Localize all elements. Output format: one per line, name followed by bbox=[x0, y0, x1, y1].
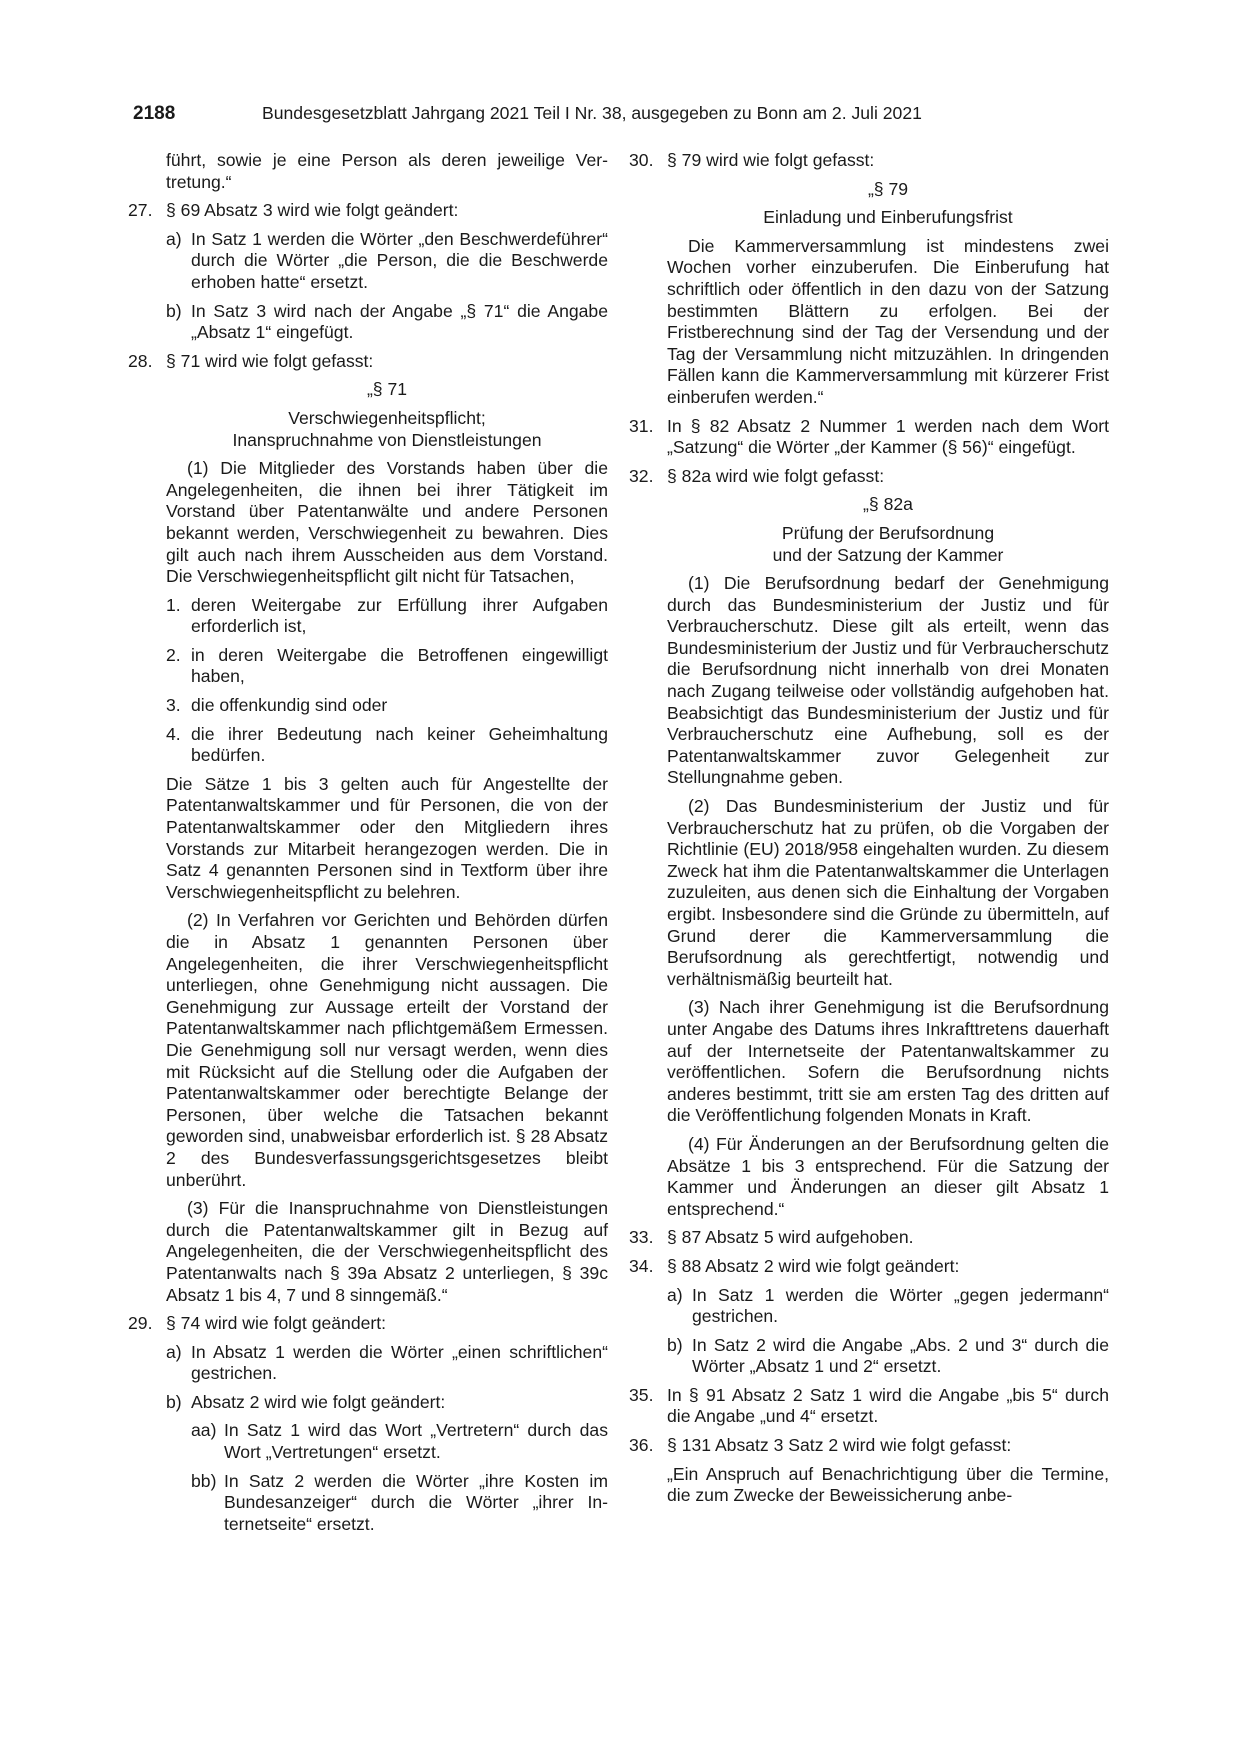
item-text: § 71 wird wie folgt gefasst: bbox=[166, 350, 374, 371]
subitem-letter: b) bbox=[166, 300, 182, 321]
section-82a-title-line-1: Prüfung der Berufsordnung bbox=[781, 522, 995, 543]
continuation-text: führt, sowie je eine Person als deren jeweilige Vertretung.“ bbox=[166, 150, 608, 192]
section-71-paragraph-1: (1) Die Mitglieder des Vorstands haben über die Angelegenheiten, die ihnen bei ihrer Tätigkeit im Vorstand über Patentanwälte und andere Personen bekannt werden, Verschwiegenheit zu bewahren. Dies gilt auch nach ihrem Ausscheiden aus dem Vorstand. Die Verschwiegenheitspflicht gilt nicht für Tatsachen, bbox=[166, 458, 608, 587]
list-text: die ihrer Bedeutung nach keiner Geheimhaltung bedürfen. bbox=[191, 723, 608, 766]
section-71-list-item-4 bbox=[128, 724, 608, 767]
section-82a-heading: „§ 82a bbox=[863, 494, 913, 515]
amendment-subitem-34b bbox=[629, 1335, 1109, 1378]
amendment-36-quote: „Ein Anspruch auf Benachrichtigung über die Termine, die zum Zwecke der Beweissicherung anbe- bbox=[667, 1463, 1109, 1506]
amendment-subitem-29b bbox=[128, 1392, 608, 1414]
item-number: 28. bbox=[128, 350, 153, 371]
amendment-item-27 bbox=[128, 200, 608, 222]
amendment-subitem-29b-aa bbox=[128, 1420, 608, 1463]
section-71-title-line-2: Inanspruchnahme von Dienstleistungen bbox=[232, 429, 542, 450]
amendment-item-31 bbox=[629, 416, 1109, 459]
subitem-text: In Satz 2 werden die Wörter „ihre Kosten im Bundesanzeiger“ durch die Wörter „ihrer Internetseite“ ersetzt. bbox=[224, 1470, 608, 1534]
amendment-item-29 bbox=[128, 1313, 608, 1335]
section-71-list-item-3 bbox=[128, 695, 608, 717]
subitem-letter: b) bbox=[667, 1334, 683, 1355]
amendment-subitem-27a bbox=[128, 229, 608, 294]
item-number: 32. bbox=[629, 465, 654, 486]
list-text: die offenkundig sind oder bbox=[191, 695, 388, 716]
section-71-list-item-1 bbox=[128, 595, 608, 638]
section-82a-paragraph-1: (1) Die Berufsordnung bedarf der Genehmigung durch das Bundesministerium der Justiz und für Verbraucherschutz. Diese gilt als erteilt, wenn das Bundesministerium der Justiz und für Verbraucherschutz die Berufsordnung nicht innerhalb von drei Monaten nach Zugang teilweise oder vollständig aufgehoben hat. Beabsichtigt das Bundesministerium der Justiz und für Verbraucherschutz eine Aufhebung, soll es der Patentanwaltskammer zuvor Gelegenheit zur Stellungnahme geben. bbox=[667, 573, 1109, 788]
list-text: deren Weitergabe zur Erfüllung ihrer Aufgaben erforderlich ist, bbox=[191, 594, 608, 637]
section-71-list-item-2 bbox=[128, 645, 608, 688]
subitem-text: In Satz 3 wird nach der Angabe „§ 71“ die Angabe „Absatz 1“ eingefügt. bbox=[191, 300, 608, 343]
section-79-paragraph: Die Kammerversammlung ist mindestens zwei Wochen vorher einzuberufen. Die Einberufung hat schriftlich oder öffentlich in den dazu von der Satzung bestimmten Blättern zu erfolgen. Bei der Fristberechnung sind der Tag der Versendung und der Tag der Versammlung nicht mitzuzählen. In dringenden Fällen kann die Kammerversammlung mit kürzerer Frist einberufen werden.“ bbox=[667, 235, 1109, 407]
amendment-item-36 bbox=[629, 1435, 1109, 1457]
list-number: 3. bbox=[166, 695, 181, 716]
item-number: 36. bbox=[629, 1435, 654, 1456]
item-text: § 88 Absatz 2 wird wie folgt geändert: bbox=[667, 1255, 960, 1276]
list-number: 4. bbox=[166, 723, 181, 744]
item-number: 30. bbox=[629, 150, 654, 170]
section-79-heading: „§ 79 bbox=[867, 178, 909, 199]
section-82a-paragraph-3: (3) Nach ihrer Genehmigung ist die Berufsordnung unter Angabe des Datums ihres Inkrafttretens dauerhaft auf der Internetseite der Patentanwaltskammer zu veröffentlichen. Sofern die Berufsordnung nichts anderes bestimmt, tritt sie am ersten Tag des dritten auf die Veröffentlichung folgenden Monats in Kraft. bbox=[667, 997, 1109, 1126]
section-71-paragraph-3: (3) Für die Inanspruchnahme von Dienstleistungen durch die Patentanwaltskammer gilt in Bezug auf Angelegenheiten, die der Verschwiegenheitspflicht des Patentanwalts nach § 39a Absatz 2 unterliegen, § 39c Absatz 1 bis 4, 7 und 8 sinngemäß.“ bbox=[166, 1198, 608, 1305]
section-71-title-line-1: Verschwiegenheitspflicht; bbox=[288, 407, 486, 428]
item-text: § 87 Absatz 5 wird aufgehoben. bbox=[667, 1227, 914, 1248]
list-number: 1. bbox=[166, 594, 181, 615]
subitem-letter: a) bbox=[667, 1284, 683, 1305]
amendment-subitem-29b-bb bbox=[128, 1471, 608, 1536]
subitem-text: In Satz 1 werden die Wörter „den Beschwerdeführer“ durch die Wörter „die Person, die die Beschwerde erhoben hatte“ ersetzt. bbox=[191, 228, 608, 292]
amendment-item-33 bbox=[629, 1227, 1109, 1249]
item-number: 31. bbox=[629, 415, 654, 436]
subitem-text: In Satz 1 werden die Wörter „gegen jedermann“ gestrichen. bbox=[692, 1284, 1109, 1327]
item-text: § 82a wird wie folgt gefasst: bbox=[667, 465, 885, 486]
item-text: § 131 Absatz 3 Satz 2 wird wie folgt gefasst: bbox=[667, 1435, 1012, 1456]
left-column bbox=[128, 150, 608, 1542]
subitem-text: Absatz 2 wird wie folgt geändert: bbox=[191, 1391, 446, 1412]
amendment-subitem-34a bbox=[629, 1285, 1109, 1328]
subitem-letter: a) bbox=[166, 228, 182, 249]
item-text: In § 82 Absatz 2 Nummer 1 werden nach dem Wort „Satzung“ die Wörter „der Kammer (§ 56)“ eingefügt. bbox=[667, 415, 1109, 458]
item-text: § 74 wird wie folgt geändert: bbox=[166, 1313, 387, 1334]
subitem-letter: a) bbox=[166, 1341, 182, 1362]
subitem-letter: aa) bbox=[191, 1420, 217, 1441]
item-text: § 79 wird wie folgt gefasst: bbox=[667, 150, 875, 170]
amendment-item-35 bbox=[629, 1385, 1109, 1428]
subitem-text: In Satz 2 wird die Angabe „Abs. 2 und 3“ durch die Wörter „Absatz 1 und 2“ ersetzt. bbox=[692, 1334, 1109, 1377]
subitem-text: In Absatz 1 werden die Wörter „einen schriftlichen“ gestrichen. bbox=[191, 1341, 608, 1384]
item-number: 27. bbox=[128, 200, 153, 221]
item-number: 34. bbox=[629, 1255, 654, 1276]
section-71-paragraph-2: (2) In Verfahren vor Gerichten und Behörden dürfen die in Absatz 1 genannten Personen über Angelegenheiten, die ihrer Verschwiegenheitspflicht unterliegen, ohne Genehmigung nicht aussagen. Die Genehmigung zur Aussage erteilt der Vorstand der Patentanwaltskammer nach pflichtgemäßem Ermessen. Die Genehmigung soll nur versagt werden, wenn dies mit Rücksicht auf die Stellung oder die Aufgaben der Patentanwaltskammer oder berechtigte Belange der Personen, über welche die Tatsachen bekannt geworden sind, unabweisbar erforderlich ist. § 28 Absatz 2 des Bundesverfassungsgerichtsgesetzes bleibt unberührt. bbox=[166, 910, 608, 1190]
list-text: in deren Weitergabe die Betroffenen eingewilligt haben, bbox=[191, 644, 608, 687]
page-header bbox=[133, 102, 1108, 125]
section-71-paragraph-1-continued: Die Sätze 1 bis 3 gelten auch für Angestellte der Patentanwaltskammer und für Personen, die von der Patentanwaltskammer oder den Mitgliedern ihres Vorstands zur Mitarbeit herangezogen werden. Die in Satz 4 genannten Personen sind in Textform über ihre Verschwiegenheitspflicht zu belehren. bbox=[166, 773, 608, 902]
item-text: In § 91 Absatz 2 Satz 1 wird die Angabe „bis 5“ durch die Angabe „und 4“ ersetzt. bbox=[667, 1384, 1109, 1427]
section-79-title: Einladung und Einberufungsfrist bbox=[763, 207, 1013, 228]
amendment-item-28 bbox=[128, 351, 608, 373]
amendment-subitem-29a bbox=[128, 1342, 608, 1385]
amendment-item-34 bbox=[629, 1256, 1109, 1278]
section-82a-title-line-2: und der Satzung der Kammer bbox=[772, 544, 1004, 565]
subitem-letter: b) bbox=[166, 1391, 182, 1412]
page-number: 2188 bbox=[133, 103, 176, 124]
section-82a-paragraph-4: (4) Für Änderungen an der Berufsordnung gelten die Absätze 1 bis 3 entsprechend. Für die Satzung der Kammer und Änderungen an dieser gilt Absatz 1 entsprechend.“ bbox=[667, 1133, 1109, 1219]
amendment-subitem-27b bbox=[128, 301, 608, 344]
item-number: 29. bbox=[128, 1313, 153, 1334]
list-number: 2. bbox=[166, 644, 181, 665]
gazette-title: Bundesgesetzblatt Jahrgang 2021 Teil I Nr. 38, ausgegeben zu Bonn am 2. Juli 2021 bbox=[262, 103, 922, 123]
section-82a-paragraph-2: (2) Das Bundesministerium der Justiz und für Verbraucherschutz hat zu prüfen, ob die Vorgaben der Richtlinie (EU) 2018/958 eingehalten wurden. Zu diesem Zweck hat ihm die Patentanwaltskammer die Unterlagen zuzuleiten, aus denen sich die Einhaltung der Vorgaben ergibt. Insbesondere sind die Gründe zu übermitteln, auf Grund derer die Kammerversammlung die Berufsordnung als gerechtfertigt, notwendig und verhältnismäßig beurteilt hat. bbox=[667, 796, 1109, 989]
subitem-letter: bb) bbox=[191, 1470, 217, 1491]
section-71-heading: „§ 71 bbox=[366, 379, 408, 400]
amendment-item-30 bbox=[629, 150, 1109, 172]
amendment-item-32 bbox=[629, 466, 1109, 488]
item-text: § 69 Absatz 3 wird wie folgt geändert: bbox=[166, 200, 459, 221]
right-column bbox=[629, 150, 1109, 1514]
subitem-text: In Satz 1 wird das Wort „Vertretern“ durch das Wort „Vertretungen“ ersetzt. bbox=[224, 1420, 608, 1463]
item-number: 35. bbox=[629, 1384, 654, 1405]
item-number: 33. bbox=[629, 1227, 654, 1248]
